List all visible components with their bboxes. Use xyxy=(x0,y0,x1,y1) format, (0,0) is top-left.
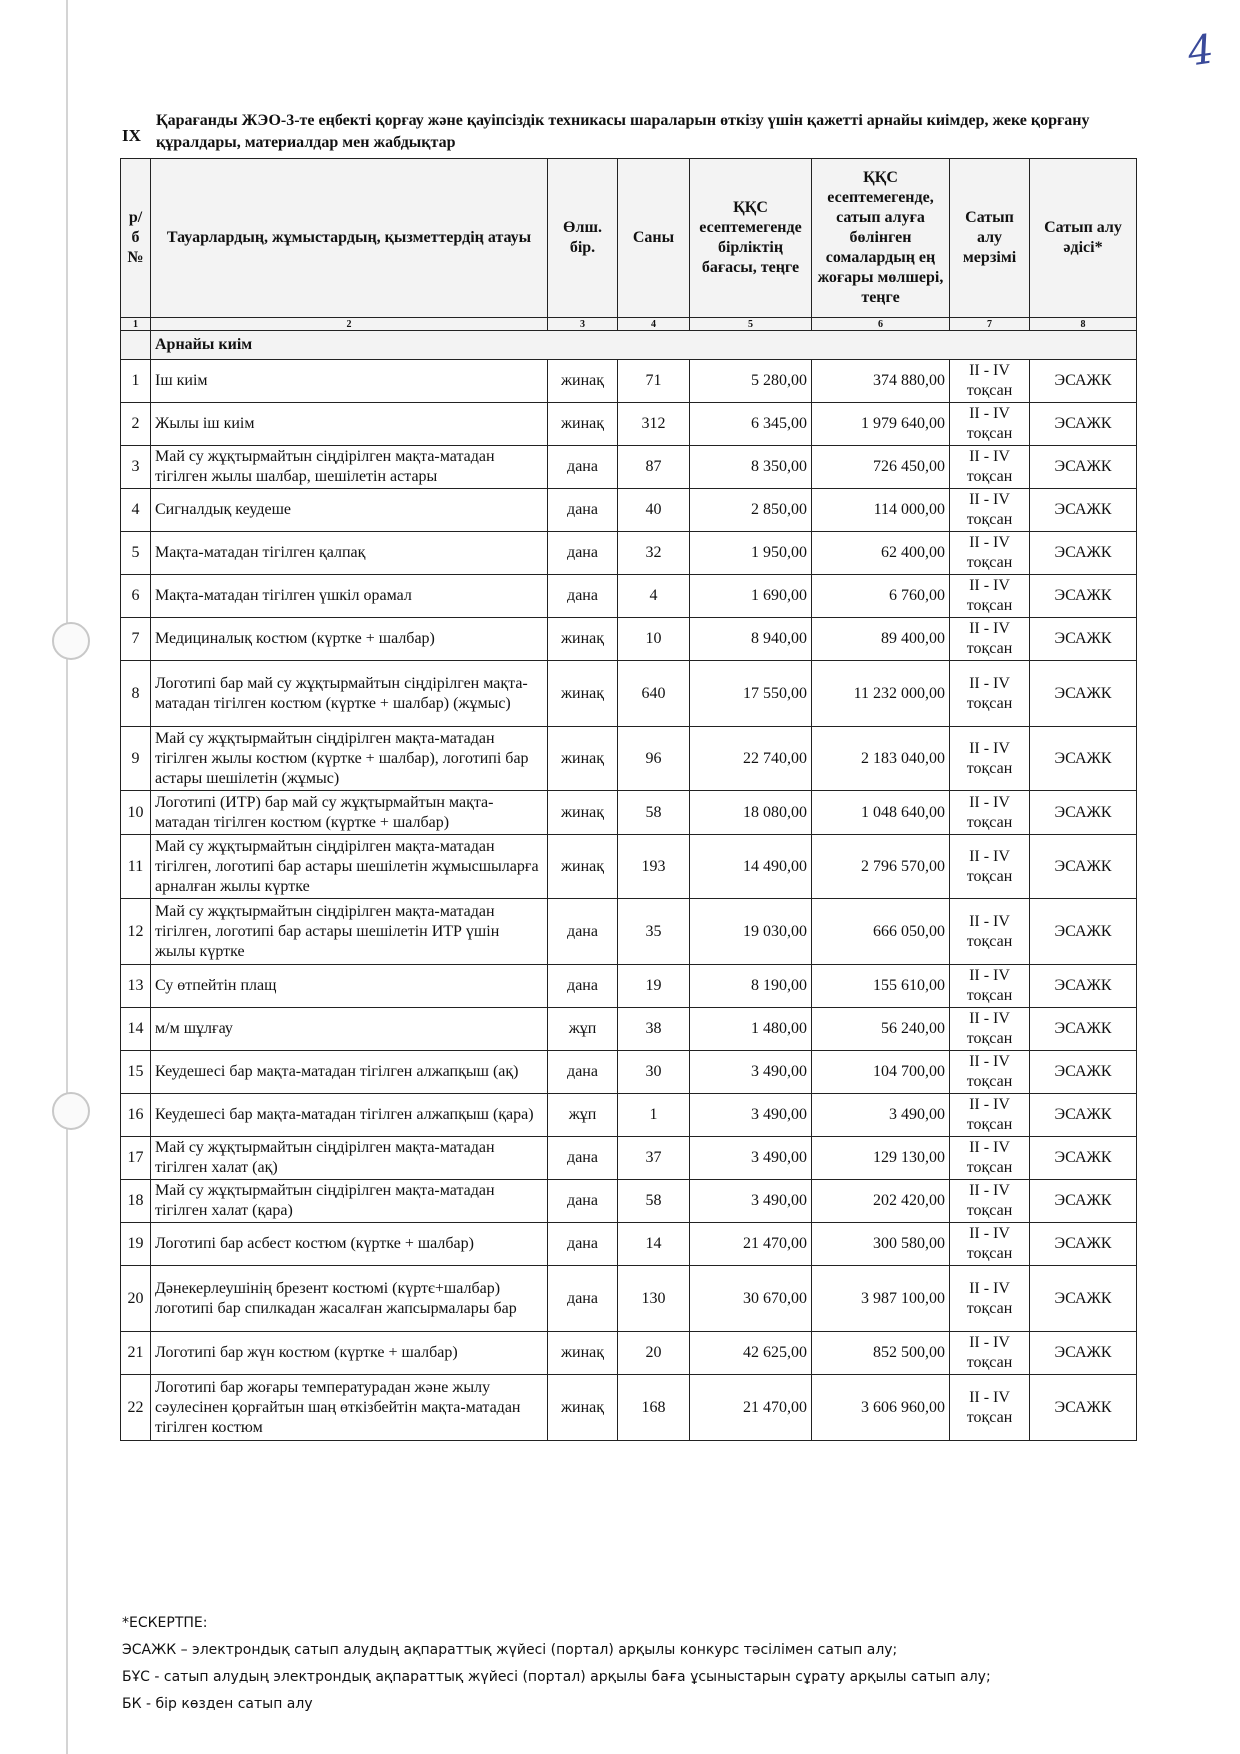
procurement-term-cell: II - IV тоқсан xyxy=(950,899,1030,965)
header-row xyxy=(121,159,1137,318)
unit-cell: дана xyxy=(548,1266,618,1332)
procurement-term-cell: II - IV тоқсан xyxy=(950,835,1030,899)
unit-price-cell: 1 950,00 xyxy=(690,532,812,575)
unit-price-cell: 14 490,00 xyxy=(690,835,812,899)
unit-price-cell: 17 550,00 xyxy=(690,661,812,727)
procurement-method-cell: ЭСАЖК xyxy=(1030,446,1137,489)
quantity-cell: 37 xyxy=(618,1137,690,1180)
quantity-cell: 58 xyxy=(618,1180,690,1223)
unit-price-cell: 1 480,00 xyxy=(690,1008,812,1051)
row-number-cell: 13 xyxy=(121,965,151,1008)
column-number: 1 xyxy=(121,318,151,331)
procurement-method-cell: ЭСАЖК xyxy=(1030,1223,1137,1266)
unit-price-cell: 3 490,00 xyxy=(690,1094,812,1137)
unit-cell: дана xyxy=(548,899,618,965)
procurement-term-cell: II - IV тоқсан xyxy=(950,791,1030,835)
table-row xyxy=(121,899,1137,965)
item-name-cell: Май су жұқтырмайтын сіңдірілген мақта-матадан тігілген жылы костюм (күртке + шалбар), логотипі бар астары шешілетін (жұмыс) xyxy=(151,727,548,791)
footnote-line: ЭСАЖК – электрондық сатып алудың ақпараттық жүйесі (портал) арқылы конкурс тәсілімен сатып алу; xyxy=(122,1642,898,1658)
header-cell: р/б № xyxy=(121,159,151,318)
procurement-method-cell: ЭСАЖК xyxy=(1030,360,1137,403)
unit-price-cell: 5 280,00 xyxy=(690,360,812,403)
row-number-cell: 5 xyxy=(121,532,151,575)
total-amount-cell: 3 987 100,00 xyxy=(812,1266,950,1332)
footnotes xyxy=(122,1610,991,1718)
footnote-title: *ЕСКЕРТПЕ: xyxy=(122,1615,208,1631)
category-label: Арнайы киім xyxy=(151,331,1137,360)
row-number-cell: 10 xyxy=(121,791,151,835)
row-number-cell: 4 xyxy=(121,489,151,532)
unit-cell: дана xyxy=(548,532,618,575)
unit-price-cell: 21 470,00 xyxy=(690,1223,812,1266)
unit-price-cell: 30 670,00 xyxy=(690,1266,812,1332)
procurement-method-cell: ЭСАЖК xyxy=(1030,1051,1137,1094)
procurement-term-cell: II - IV тоқсан xyxy=(950,1332,1030,1375)
unit-price-cell: 19 030,00 xyxy=(690,899,812,965)
unit-cell: жұп xyxy=(548,1094,618,1137)
table-row xyxy=(121,403,1137,446)
procurement-term-cell: II - IV тоқсан xyxy=(950,1094,1030,1137)
quantity-cell: 168 xyxy=(618,1375,690,1441)
procurement-method-cell: ЭСАЖК xyxy=(1030,835,1137,899)
column-number: 2 xyxy=(151,318,548,331)
unit-cell: дана xyxy=(548,965,618,1008)
quantity-cell: 96 xyxy=(618,727,690,791)
procurement-term-cell: II - IV тоқсан xyxy=(950,1180,1030,1223)
page-number: 4 xyxy=(1184,26,1217,76)
procurement-term-cell: II - IV тоқсан xyxy=(950,1008,1030,1051)
total-amount-cell: 155 610,00 xyxy=(812,965,950,1008)
table-row xyxy=(121,1223,1137,1266)
total-amount-cell: 3 606 960,00 xyxy=(812,1375,950,1441)
item-name-cell: Май су жұқтырмайтын сіңдірілген мақта-матадан тігілген халат (қара) xyxy=(151,1180,548,1223)
total-amount-cell: 852 500,00 xyxy=(812,1332,950,1375)
item-name-cell: м/м шұлғау xyxy=(151,1008,548,1051)
row-number-cell: 8 xyxy=(121,661,151,727)
item-name-cell: Мақта-матадан тігілген үшкіл орамал xyxy=(151,575,548,618)
table-row xyxy=(121,965,1137,1008)
unit-price-cell: 3 490,00 xyxy=(690,1180,812,1223)
procurement-method-cell: ЭСАЖК xyxy=(1030,1266,1137,1332)
header-cell: Сатып алу әдісі* xyxy=(1030,159,1137,318)
quantity-cell: 87 xyxy=(618,446,690,489)
row-number-cell: 18 xyxy=(121,1180,151,1223)
procurement-term-cell: II - IV тоқсан xyxy=(950,661,1030,727)
unit-cell: жинақ xyxy=(548,727,618,791)
quantity-cell: 193 xyxy=(618,835,690,899)
unit-price-cell: 22 740,00 xyxy=(690,727,812,791)
quantity-cell: 19 xyxy=(618,965,690,1008)
total-amount-cell: 129 130,00 xyxy=(812,1137,950,1180)
item-name-cell: Іш киім xyxy=(151,360,548,403)
table-row xyxy=(121,360,1137,403)
quantity-cell: 1 xyxy=(618,1094,690,1137)
procurement-method-cell: ЭСАЖК xyxy=(1030,489,1137,532)
row-number-cell: 22 xyxy=(121,1375,151,1441)
procurement-method-cell: ЭСАЖК xyxy=(1030,575,1137,618)
procurement-term-cell: II - IV тоқсан xyxy=(950,575,1030,618)
quantity-cell: 40 xyxy=(618,489,690,532)
procurement-term-cell: II - IV тоқсан xyxy=(950,618,1030,661)
row-number-cell: 11 xyxy=(121,835,151,899)
procurement-method-cell: ЭСАЖК xyxy=(1030,403,1137,446)
item-name-cell: Кеудешесі бар мақта-матадан тігілген алжапқыш (қара) xyxy=(151,1094,548,1137)
row-number-cell: 16 xyxy=(121,1094,151,1137)
quantity-cell: 20 xyxy=(618,1332,690,1375)
section-header xyxy=(122,110,1132,154)
item-name-cell: Логотипі бар май су жұқтырмайтын сіңдірілген мақта-матадан тігілген костюм (күртке + шалбар) (жұмыс) xyxy=(151,661,548,727)
item-name-cell: Жылы іш киім xyxy=(151,403,548,446)
procurement-term-cell: II - IV тоқсан xyxy=(950,489,1030,532)
table-row xyxy=(121,791,1137,835)
procurement-term-cell: II - IV тоқсан xyxy=(950,403,1030,446)
unit-price-cell: 1 690,00 xyxy=(690,575,812,618)
unit-price-cell: 8 350,00 xyxy=(690,446,812,489)
unit-cell: жинақ xyxy=(548,618,618,661)
unit-cell: жинақ xyxy=(548,360,618,403)
row-number-cell: 17 xyxy=(121,1137,151,1180)
unit-price-cell: 8 190,00 xyxy=(690,965,812,1008)
quantity-cell: 130 xyxy=(618,1266,690,1332)
procurement-method-cell: ЭСАЖК xyxy=(1030,661,1137,727)
procurement-method-cell: ЭСАЖК xyxy=(1030,618,1137,661)
unit-cell: дана xyxy=(548,575,618,618)
table-row xyxy=(121,1137,1137,1180)
unit-price-cell: 42 625,00 xyxy=(690,1332,812,1375)
unit-cell: жинақ xyxy=(548,661,618,727)
unit-price-cell: 21 470,00 xyxy=(690,1375,812,1441)
procurement-term-cell: II - IV тоқсан xyxy=(950,1266,1030,1332)
item-name-cell: Май су жұқтырмайтын сіңдірілген мақта-матадан тігілген халат (ақ) xyxy=(151,1137,548,1180)
table-row xyxy=(121,489,1137,532)
column-number: 3 xyxy=(548,318,618,331)
procurement-method-cell: ЭСАЖК xyxy=(1030,1008,1137,1051)
row-number-cell: 19 xyxy=(121,1223,151,1266)
table-row xyxy=(121,446,1137,489)
procurement-method-cell: ЭСАЖК xyxy=(1030,1375,1137,1441)
item-name-cell: Кеудешесі бар мақта-матадан тігілген алжапқыш (ақ) xyxy=(151,1051,548,1094)
total-amount-cell: 62 400,00 xyxy=(812,532,950,575)
unit-cell: жұп xyxy=(548,1008,618,1051)
table-row xyxy=(121,618,1137,661)
procurement-term-cell: II - IV тоқсан xyxy=(950,1137,1030,1180)
page-edge xyxy=(66,0,68,1754)
punch-hole xyxy=(52,622,90,660)
procurement-method-cell: ЭСАЖК xyxy=(1030,1180,1137,1223)
total-amount-cell: 11 232 000,00 xyxy=(812,661,950,727)
table-row xyxy=(121,1051,1137,1094)
procurement-method-cell: ЭСАЖК xyxy=(1030,532,1137,575)
unit-price-cell: 2 850,00 xyxy=(690,489,812,532)
item-name-cell: Су өтпейтін плащ xyxy=(151,965,548,1008)
item-name-cell: Логотипі бар асбест костюм (күртке + шалбар) xyxy=(151,1223,548,1266)
table-row xyxy=(121,1375,1137,1441)
row-number-cell: 15 xyxy=(121,1051,151,1094)
row-number-cell: 7 xyxy=(121,618,151,661)
table-row xyxy=(121,661,1137,727)
unit-price-cell: 3 490,00 xyxy=(690,1051,812,1094)
quantity-cell: 30 xyxy=(618,1051,690,1094)
table-row xyxy=(121,575,1137,618)
procurement-method-cell: ЭСАЖК xyxy=(1030,791,1137,835)
table-row xyxy=(121,835,1137,899)
column-number: 5 xyxy=(690,318,812,331)
category-row xyxy=(121,331,1137,360)
total-amount-cell: 89 400,00 xyxy=(812,618,950,661)
quantity-cell: 4 xyxy=(618,575,690,618)
unit-price-cell: 3 490,00 xyxy=(690,1137,812,1180)
total-amount-cell: 114 000,00 xyxy=(812,489,950,532)
procurement-term-cell: II - IV тоқсан xyxy=(950,1375,1030,1441)
unit-price-cell: 8 940,00 xyxy=(690,618,812,661)
procurement-term-cell: II - IV тоқсан xyxy=(950,446,1030,489)
item-name-cell: Логотипі бар жүн костюм (күртке + шалбар) xyxy=(151,1332,548,1375)
total-amount-cell: 1 979 640,00 xyxy=(812,403,950,446)
procurement-term-cell: II - IV тоқсан xyxy=(950,360,1030,403)
procurement-term-cell: II - IV тоқсан xyxy=(950,727,1030,791)
unit-price-cell: 6 345,00 xyxy=(690,403,812,446)
total-amount-cell: 56 240,00 xyxy=(812,1008,950,1051)
quantity-cell: 71 xyxy=(618,360,690,403)
item-name-cell: Мақта-матадан тігілген қалпақ xyxy=(151,532,548,575)
procurement-method-cell: ЭСАЖК xyxy=(1030,965,1137,1008)
procurement-method-cell: ЭСАЖК xyxy=(1030,727,1137,791)
quantity-cell: 58 xyxy=(618,791,690,835)
table-row xyxy=(121,1008,1137,1051)
total-amount-cell: 3 490,00 xyxy=(812,1094,950,1137)
table-row xyxy=(121,532,1137,575)
item-name-cell: Май су жұқтырмайтын сіңдірілген мақта-матадан тігілген, логотипі бар астары шешілетін жұмысшыларға арналған жылы күртке xyxy=(151,835,548,899)
procurement-method-cell: ЭСАЖК xyxy=(1030,1094,1137,1137)
section-number: IX xyxy=(122,126,141,145)
item-name-cell: Логотипі (ИТР) бар май су жұқтырмайтын мақта-матадан тігілген костюм (күртке + шалбар) xyxy=(151,791,548,835)
footnote-line: БҰС - сатып алудың электрондық ақпараттық жүйесі (портал) арқылы баға ұсыныстарын сұрату арқылы сатып алу; xyxy=(122,1669,991,1685)
quantity-cell: 10 xyxy=(618,618,690,661)
procurement-method-cell: ЭСАЖК xyxy=(1030,1137,1137,1180)
item-name-cell: Май су жұқтырмайтын сіңдірілген мақта-матадан тігілген, логотипі бар астары шешілетін ИТР үшін жылы күртке xyxy=(151,899,548,965)
total-amount-cell: 300 580,00 xyxy=(812,1223,950,1266)
total-amount-cell: 2 183 040,00 xyxy=(812,727,950,791)
section-title: Қарағанды ЖЭО-3-те еңбекті қорғау және қауіпсіздік техникасы шараларын өткізу үшін қажетті арнайы киімдер, жеке қорғану құралдары, материалдар мен жабдықтар xyxy=(156,112,1090,151)
total-amount-cell: 6 760,00 xyxy=(812,575,950,618)
item-name-cell: Медициналық костюм (күртке + шалбар) xyxy=(151,618,548,661)
unit-cell: дана xyxy=(548,1051,618,1094)
quantity-cell: 32 xyxy=(618,532,690,575)
total-amount-cell: 104 700,00 xyxy=(812,1051,950,1094)
table-row xyxy=(121,727,1137,791)
header-cell: Сатып алу мерзімі xyxy=(950,159,1030,318)
unit-cell: жинақ xyxy=(548,403,618,446)
column-number: 6 xyxy=(812,318,950,331)
header-cell: Өлш. бір. xyxy=(548,159,618,318)
unit-cell: жинақ xyxy=(548,1375,618,1441)
row-number-cell: 2 xyxy=(121,403,151,446)
unit-cell: дана xyxy=(548,489,618,532)
total-amount-cell: 666 050,00 xyxy=(812,899,950,965)
column-number: 7 xyxy=(950,318,1030,331)
row-number-cell: 21 xyxy=(121,1332,151,1375)
procurement-method-cell: ЭСАЖК xyxy=(1030,1332,1137,1375)
procurement-method-cell: ЭСАЖК xyxy=(1030,899,1137,965)
row-number-cell: 12 xyxy=(121,899,151,965)
header-cell: ҚҚС есептемегенде, сатып алуға бөлінген сомалардың ең жоғары мөлшері, теңге xyxy=(812,159,950,318)
total-amount-cell: 1 048 640,00 xyxy=(812,791,950,835)
header-cell: ҚҚС есептемегенде бірліктің бағасы, теңге xyxy=(690,159,812,318)
header-cell: Саны xyxy=(618,159,690,318)
quantity-cell: 35 xyxy=(618,899,690,965)
item-name-cell: Дәнекерлеушінің брезент костюмі (күртє+шалбар) логотипі бар спилкадан жасалған жапсырмалары бар xyxy=(151,1266,548,1332)
procurement-term-cell: II - IV тоқсан xyxy=(950,532,1030,575)
table-row xyxy=(121,1094,1137,1137)
header-cell: Тауарлардың, жұмыстардың, қызметтердің атауы xyxy=(151,159,548,318)
quantity-cell: 640 xyxy=(618,661,690,727)
row-number-cell: 6 xyxy=(121,575,151,618)
punch-hole xyxy=(52,1092,90,1130)
unit-price-cell: 18 080,00 xyxy=(690,791,812,835)
unit-cell: дана xyxy=(548,446,618,489)
item-name-cell: Май су жұқтырмайтын сіңдірілген мақта-матадан тігілген жылы шалбар, шешілетін астары xyxy=(151,446,548,489)
table-row xyxy=(121,1180,1137,1223)
total-amount-cell: 202 420,00 xyxy=(812,1180,950,1223)
row-number-cell: 1 xyxy=(121,360,151,403)
row-number-cell: 9 xyxy=(121,727,151,791)
row-number-cell: 14 xyxy=(121,1008,151,1051)
quantity-cell: 312 xyxy=(618,403,690,446)
row-number-cell: 3 xyxy=(121,446,151,489)
procurement-term-cell: II - IV тоқсан xyxy=(950,1223,1030,1266)
total-amount-cell: 374 880,00 xyxy=(812,360,950,403)
unit-cell: жинақ xyxy=(548,791,618,835)
quantity-cell: 14 xyxy=(618,1223,690,1266)
column-number: 4 xyxy=(618,318,690,331)
unit-cell: дана xyxy=(548,1137,618,1180)
table-row xyxy=(121,1266,1137,1332)
procurement-table xyxy=(120,158,1137,1441)
total-amount-cell: 726 450,00 xyxy=(812,446,950,489)
unit-cell: дана xyxy=(548,1223,618,1266)
row-number-cell: 20 xyxy=(121,1266,151,1332)
unit-cell: жинақ xyxy=(548,1332,618,1375)
total-amount-cell: 2 796 570,00 xyxy=(812,835,950,899)
unit-cell: жинақ xyxy=(548,835,618,899)
quantity-cell: 38 xyxy=(618,1008,690,1051)
item-name-cell: Сигналдық кеудеше xyxy=(151,489,548,532)
column-number: 8 xyxy=(1030,318,1137,331)
procurement-term-cell: II - IV тоқсан xyxy=(950,965,1030,1008)
item-name-cell: Логотипі бар жоғары температурадан және жылу сәулесінен қорғайтын шаң өткізбейтін мақта-матадан тігілген костюм xyxy=(151,1375,548,1441)
procurement-term-cell: II - IV тоқсан xyxy=(950,1051,1030,1094)
table-row xyxy=(121,1332,1137,1375)
column-number-row xyxy=(121,318,1137,331)
footnote-line: БК - бір көзден сатып алу xyxy=(122,1696,313,1712)
unit-cell: дана xyxy=(548,1180,618,1223)
